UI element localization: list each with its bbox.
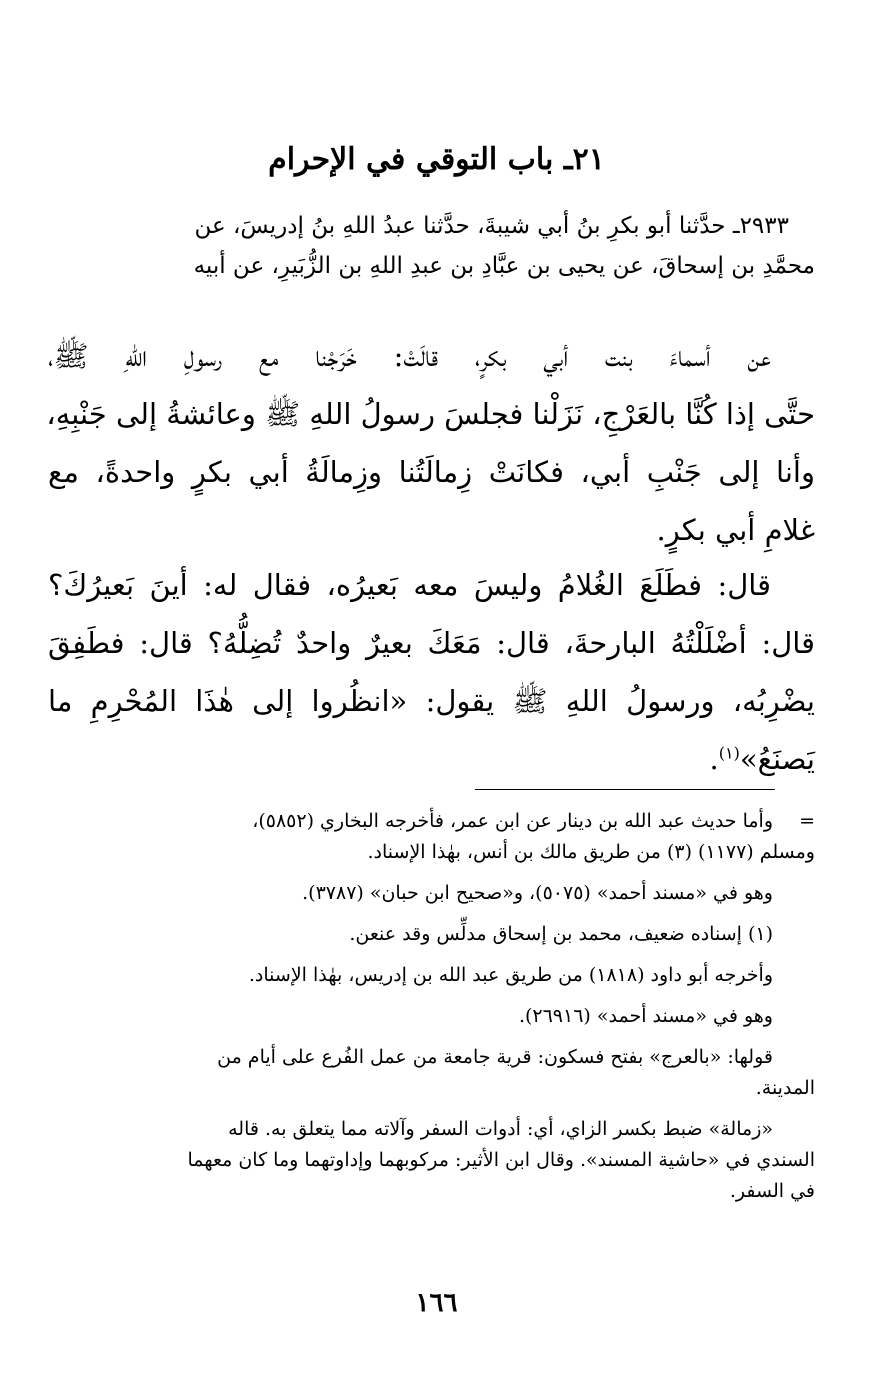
footnote-line: قولها: «بالعرج» بفتح فسكون: قرية جامعة من عمل الفُرع على أيام من <box>217 1046 773 1068</box>
chapter-title: ٢١ـ باب التوقي في الإحرام <box>268 142 605 177</box>
hadith-matn-paragraph-1 <box>48 327 815 559</box>
footnote-line: السندي في «حاشية المسند». وقال ابن الأثير: مركوبهما وإداوتهما وما كان معهما <box>187 1149 815 1171</box>
matn-line: وأنا إلى جَنْبِ أبي، فكانَتْ زِمالَتُنا وزِمالَةُ أبي بكرٍ واحدةً، مع <box>48 455 815 489</box>
hadith-isnad <box>50 206 815 286</box>
continuation-sign: = <box>799 810 815 832</box>
matn-line: قال: أضْلَلْتُهُ البارحةَ، قال: مَعَكَ بعيرٌ واحدٌ تُضِلُّهُ؟ قال: فطَفِقَ <box>48 626 815 660</box>
footnote-reference: (١) <box>718 743 740 763</box>
matn-line: يضْرِبُه، ورسولُ اللهِ ﷺ يقول: «انظُروا إلى هٰذَا المُحْرِمِ ما <box>48 684 815 718</box>
footnote-line: ومسلم (١١٧٧) (٣) من طريق مالك بن أنس، بهٰذا الإسناد. <box>367 841 815 863</box>
footnote-block <box>50 806 815 868</box>
footnotes <box>50 806 815 1217</box>
footnote-separator <box>475 789 775 790</box>
footnote-line: المدينة. <box>755 1077 815 1099</box>
footnote-line: وهو في «مسند أحمد» (٥٠٧٥)، و«صحيح ابن حبان» (٣٧٨٧). <box>302 882 773 904</box>
matn-line: غلامِ أبي بكرٍ. <box>656 513 815 547</box>
footnote-line: «زمالة» ضبط بكسر الزاي، أي: أدوات السفر وآلاته مما يتعلق به. قاله <box>228 1118 773 1140</box>
footnote-text: وأما حديث عبد الله بن دينار عن ابن عمر، فأخرجه البخاري (٥٨٥٢)، <box>252 810 773 832</box>
footnote-line: في السفر. <box>729 1180 815 1202</box>
matn-line: حتَّى إذا كُنَّا بالعَرْجِ، نَزَلْنا فجلسَ رسولُ اللهِ ﷺ وعائشةُ إلى جَنْبِهِ، <box>46 397 815 431</box>
isnad-line: ٢٩٣٣ـ حدَّثنا أبو بكرِ بنُ أبي شيبةَ، حدَّثنا عبدُ اللهِ بنُ إدريسَ، عن <box>194 213 789 239</box>
matn-line: عن أسماءَ بنت أبي بكرٍ، قالَتْ: خَرَجْنا مع رسولِ اللهِ ﷺ، <box>48 339 771 373</box>
hadith-matn-paragraph-2 <box>48 556 815 788</box>
page-number: ١٦٦ <box>415 1288 458 1318</box>
footnote-block <box>50 878 815 909</box>
footnote-block <box>50 1042 815 1104</box>
footnote-line: وأخرجه أبو داود (١٨١٨) من طريق عبد الله بن إدريس، بهٰذا الإسناد. <box>248 964 773 986</box>
footnote-block <box>50 1114 815 1207</box>
matn-last-words: يَصنَعُ» <box>739 742 815 776</box>
footnote-block <box>50 1001 815 1032</box>
footnote-line <box>50 806 815 837</box>
footnote-block <box>50 919 815 950</box>
matn-line: يَصنَعُ»$^{(١)}$. <box>709 742 815 776</box>
footnote-line: (١) إسناده ضعيف، محمد بن إسحاق مدلِّس وقد عنعن. <box>349 923 773 945</box>
footnote-line: وهو في «مسند أحمد» (٢٦٩١٦). <box>518 1005 773 1027</box>
matn-line: قال: فطَلَعَ الغُلامُ وليسَ معه بَعيرُه، فقال له: أينَ بَعيرُكَ؟ <box>48 568 771 602</box>
isnad-line: محمَّدِ بن إسحاقَ، عن يحيى بن عبَّادِ بن عبدِ اللهِ بن الزُّبَيرِ، عن أبيه <box>193 253 815 279</box>
footnote-block <box>50 960 815 991</box>
